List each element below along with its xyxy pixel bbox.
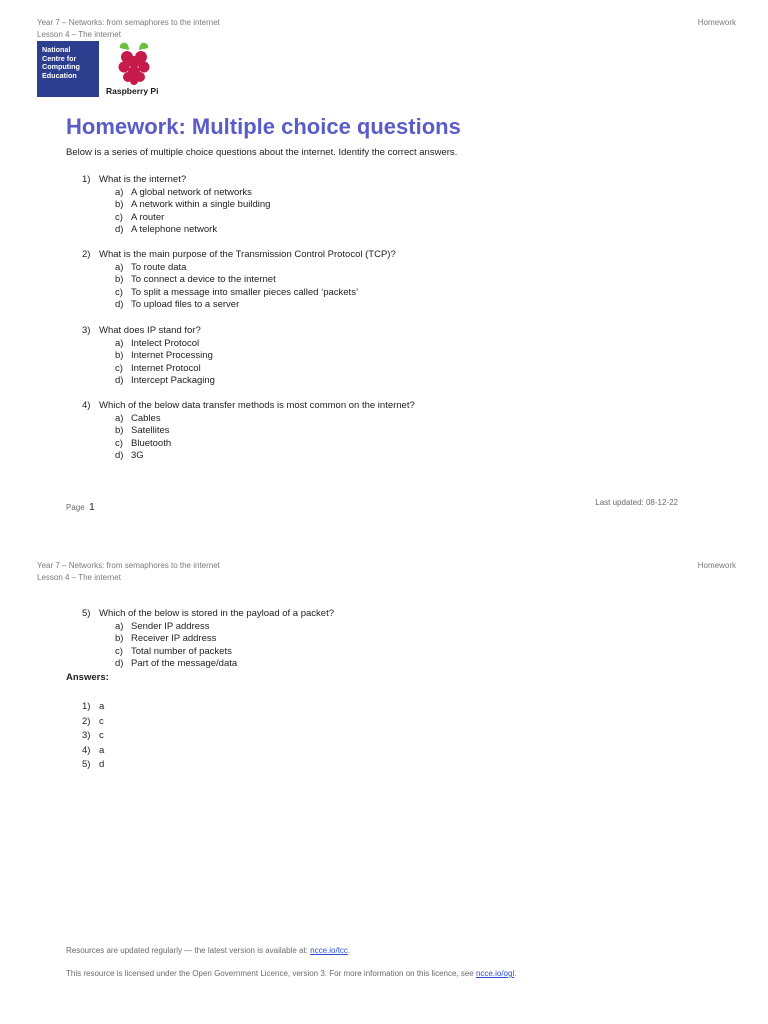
question-number: 1) (82, 174, 91, 185)
option (115, 450, 702, 463)
option-letter: d) (115, 450, 124, 461)
option-text: Intelect Protocol (131, 337, 200, 349)
option-letter: c) (115, 362, 123, 374)
answer-number: 3) (82, 730, 91, 741)
option (115, 438, 702, 451)
answer-value: d (99, 759, 105, 770)
answer-number: 4) (82, 744, 91, 756)
option-text: Sender IP address (131, 620, 210, 632)
option-text: To route data (131, 261, 187, 273)
option (115, 413, 702, 426)
answer-number: 5) (82, 759, 91, 770)
option-letter: a) (115, 620, 124, 632)
answers-list (82, 700, 104, 773)
option (115, 621, 702, 634)
option-text: Satellites (131, 425, 170, 436)
page2-header-lesson: Lesson 4 – The internet (37, 573, 121, 582)
option-letter: b) (115, 199, 124, 210)
option (115, 199, 702, 212)
option-letter: b) (115, 633, 124, 644)
question-text: Which of the below is stored in the payload of a packet? (99, 608, 334, 619)
answer-number: 1) (82, 701, 91, 712)
question-text: What is the main purpose of the Transmission Control Protocol (TCP)? (99, 249, 396, 260)
question-3 (82, 325, 702, 388)
page2-header-homework: Homework (697, 561, 736, 570)
page-label: Page (66, 503, 85, 512)
option-text: To connect a device to the internet (131, 274, 276, 285)
question-number: 5) (82, 608, 91, 619)
question-5 (82, 608, 702, 671)
option-letter: d) (115, 658, 124, 669)
option (115, 338, 702, 351)
ncce-logo-line: Education (42, 70, 77, 80)
question-4 (82, 400, 702, 463)
option (115, 646, 702, 659)
option-letter: b) (115, 350, 124, 361)
options-list (115, 187, 702, 237)
option-letter: b) (115, 274, 124, 285)
option (115, 287, 702, 300)
option-text: A network within a single building (131, 199, 271, 210)
option-letter: c) (115, 645, 123, 657)
ncce-logo (37, 41, 99, 97)
option (115, 187, 702, 200)
option-text: 3G (131, 450, 144, 461)
options-list (115, 413, 702, 463)
footer-licence-text: This resource is licensed under the Open Government Licence, version 3. For more information on this licence, see (66, 969, 476, 978)
options-list (115, 262, 702, 312)
question-number: 4) (82, 400, 91, 411)
option-text: Receiver IP address (131, 633, 217, 644)
answer-value: a (99, 744, 105, 756)
option-text: Bluetooth (131, 437, 172, 449)
option-text: Total number of packets (131, 645, 232, 657)
footer-licence-suffix: . (514, 969, 517, 978)
option-letter: d) (115, 299, 124, 310)
option-letter: d) (115, 375, 124, 386)
footer-updates-suffix: . (347, 946, 351, 955)
ncce-logo-line: National (42, 45, 71, 54)
option-text: Cables (131, 412, 161, 424)
option-letter: c) (115, 211, 123, 223)
question-text: What is the internet? (99, 174, 187, 185)
answer-value: a (99, 701, 105, 712)
question-text: Which of the below data transfer methods is most common on the internet? (99, 400, 415, 411)
answer-value: c (99, 715, 104, 727)
raspberry-icon (114, 40, 154, 86)
intro-text: Below is a series of multiple choice questions about the internet. Identify the correct answers. (66, 147, 458, 158)
option-text: A router (131, 211, 165, 223)
page1-header-lesson: Lesson 4 – The internet (37, 30, 121, 39)
last-updated: Last updated: 08-12-22 (595, 498, 678, 507)
options-list (115, 338, 702, 388)
option (115, 299, 702, 312)
page1-header-course: Year 7 – Networks: from semaphores to the internet (37, 18, 220, 27)
answer-row (82, 700, 104, 715)
option-text: Internet Protocol (131, 362, 201, 374)
ncce-tcc-link[interactable]: ncce.io/tcc (310, 946, 348, 955)
option (115, 224, 702, 237)
option (115, 212, 702, 225)
option-letter: b) (115, 425, 124, 436)
option-text: To upload files to a server (131, 299, 240, 310)
option-letter: c) (115, 437, 123, 449)
option-text: Intercept Packaging (131, 375, 215, 386)
option (115, 375, 702, 388)
question-1 (82, 174, 702, 237)
option (115, 350, 702, 363)
answer-row (82, 729, 104, 744)
option-letter: d) (115, 224, 124, 235)
footer-updates-note (66, 946, 350, 955)
question-2 (82, 249, 702, 312)
options-list (115, 621, 702, 671)
raspberry-pi-label: Raspberry Pi (106, 86, 159, 96)
ncce-ogl-link[interactable]: ncce.io/ogl (475, 969, 515, 978)
option-letter: a) (115, 412, 124, 424)
page1-header-homework: Homework (697, 18, 736, 27)
option-text: A global network of networks (131, 186, 252, 198)
option-text: Part of the message/data (131, 658, 238, 669)
footer-updates-text: Resources are updated regularly — the latest version is available at: (66, 946, 311, 955)
option-letter: a) (115, 186, 124, 198)
option (115, 658, 702, 671)
raspberry-pi-logo (104, 40, 166, 98)
option (115, 425, 702, 438)
option-text: A telephone network (131, 224, 218, 235)
ncce-logo-line: Centre for (42, 53, 77, 63)
option (115, 274, 702, 287)
option-text: Internet Processing (131, 350, 213, 361)
answer-value: c (99, 730, 104, 741)
page2-header-course: Year 7 – Networks: from semaphores to the internet (37, 561, 220, 570)
page-footer-page (66, 497, 95, 515)
option (115, 262, 702, 275)
answer-row (82, 758, 104, 773)
answers-heading: Answers: (66, 672, 109, 683)
option-text: To split a message into smaller pieces called ‘packets’ (131, 286, 359, 298)
ncce-logo-line: Computing (42, 62, 80, 71)
option (115, 363, 702, 376)
question-text: What does IP stand for? (99, 325, 201, 336)
question-number: 3) (82, 325, 91, 336)
question-number: 2) (82, 249, 91, 260)
answer-row (82, 744, 104, 759)
option-letter: a) (115, 337, 124, 349)
page-title: Homework: Multiple choice questions (66, 114, 461, 139)
option-letter: a) (115, 261, 124, 273)
option (115, 633, 702, 646)
footer-licence-note (66, 969, 516, 978)
answer-row (82, 715, 104, 730)
page-number: 1 (89, 502, 95, 513)
answer-number: 2) (82, 715, 91, 727)
option-letter: c) (115, 286, 123, 298)
